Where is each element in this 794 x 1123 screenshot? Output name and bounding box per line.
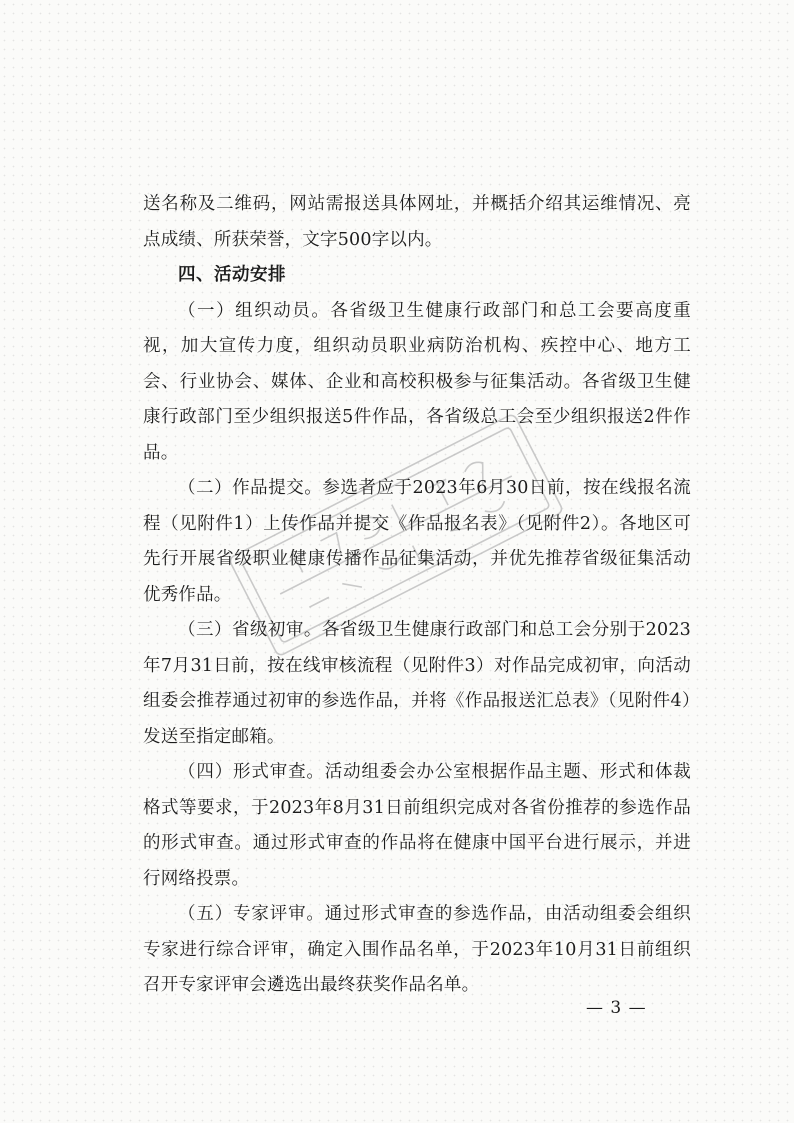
paragraph: （四）形式审查。活动组委会办公室根据作品主题、形式和体裁格式等要求，于2023年8月31日前组织完成对各省份推荐的参选作品的形式审查。通过形式审查的作品将在健康中国平台进行展示，并进行网络投票。 [143, 762, 691, 889]
section-heading: 四、活动安排 [178, 265, 286, 285]
paragraph: （三）省级初审。各省级卫生健康行政部门和总工会分别于2023年7月31日前，按在线审核流程（见附件3）对作品完成初审，向活动组委会推荐通过初审的参选作品，并将《作品报送汇总表》（见附件4）发送至指定邮箱。 [143, 620, 691, 747]
body-text [143, 187, 691, 1004]
continued-paragraph: 送名称及二维码，网站需报送具体网址，并概括介绍其运维情况、亮点成绩、所获荣誉，文字500字以内。 [143, 194, 691, 250]
paragraph: （一）组织动员。各省级卫生健康行政部门和总工会要高度重视，加大宣传力度，组织动员职业病防治机构、疾控中心、地方工会、行业协会、媒体、企业和高校积极参与征集活动。各省级卫生健康行政部门至少组织报送5件作品，各省级总工会至少组织报送2件作品。 [143, 300, 691, 463]
paragraph: （二）作品提交。参选者应于2023年6月30日前，按在线报名流程（见附件1）上传作品并提交《作品报名表》（见附件2）。各地区可先行开展省级职业健康传播作品征集活动，并优先推荐省级征集活动优秀作品。 [143, 478, 691, 605]
paragraph: （五）专家评审。通过形式审查的参选作品，由活动组委会组织专家进行综合评审，确定入围作品名单，于2023年10月31日前组织召开专家评审会遴选出最终获奖作品名单。 [143, 904, 691, 995]
page-number: — 3 — [586, 998, 647, 1018]
